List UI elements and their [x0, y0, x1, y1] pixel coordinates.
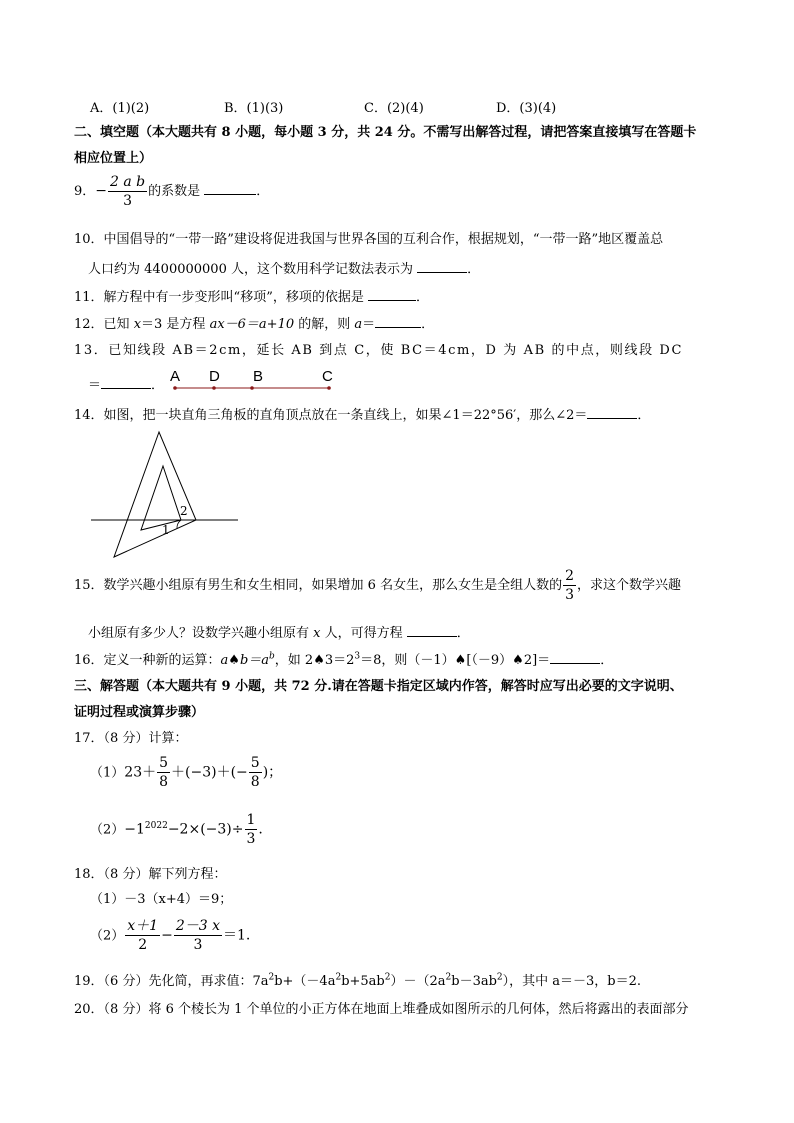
- option-d: D．(3)(4): [496, 101, 557, 116]
- q10-answer-blank[interactable]: [417, 260, 467, 273]
- question-17-part2: $(2)-1^{2022}-2\times(-3)\div$ $\frac{1}{3}$ .: [90, 812, 263, 848]
- question-17-part1: （1）23＋ $\frac{5}{8}$ ＋(−3)＋(− $\frac{5}{8}$ )；: [90, 755, 283, 791]
- q11-answer-blank[interactable]: [368, 288, 416, 301]
- section3-heading-line2: 证明过程或演算步骤）: [74, 705, 205, 720]
- point-b-label: B: [253, 368, 264, 385]
- question-12: 12．已知 x＝3 是方程 ax－6＝a+10 的解，则 a＝ ．: [74, 317, 435, 332]
- question-14: 14．如图，把一块直角三角板的直角顶点放在一条直线上，如果∠1＝22°56′，那么∠2＝ ．: [74, 408, 651, 423]
- question-18-part1: （1）－3（x+4）＝9；: [90, 892, 233, 907]
- q14-triangle-figure: [88, 430, 242, 562]
- q13-segment-figure: [164, 364, 340, 394]
- question-18-part2: （2） $\frac{x+1}{2}$ − $\frac{2-3 x}{3}$ ＝1.: [90, 918, 251, 954]
- point-c-label: C: [322, 368, 333, 385]
- q9-answer-blank[interactable]: [204, 182, 256, 195]
- question-10-line2: 人口约为 4400000000 人，这个数用科学记数法表示为 ．: [88, 262, 481, 277]
- question-10-line1: 10．中国倡导的“一带一路”建设将促进我国与世界各国的互利合作，根据规划，“一带一路”地区覆盖总: [74, 232, 664, 247]
- question-20: 20．（8 分）将 6 个棱长为 1 个单位的小正方体在地面上堆叠成如图所示的几何体，然后将露出的表面部分: [74, 1002, 689, 1017]
- point-d-label: D: [209, 368, 220, 385]
- question-15-line2: 小组原有多少人？设数学兴趣小组原有 x 人，可得方程 ．: [88, 626, 470, 641]
- option-b: B．(1)(3): [224, 101, 284, 116]
- q13-answer-blank[interactable]: [101, 376, 151, 389]
- question-13-line1: 13．已知线段 AB＝2cm，延长 AB 到点 C，使 BC＝4cm，D 为 AB 的中点，则线段 DC: [74, 343, 683, 358]
- question-11: 11．解方程中有一步变形叫“移项”，移项的依据是 ．: [74, 290, 429, 305]
- question-17-title: 17．（8 分）计算：: [74, 731, 188, 746]
- angle-2-label: 2: [180, 504, 188, 518]
- question-19: 19．（6 分）先化简，再求值：$7a^2b+(-4a^2b+5ab^2)-(2a^2b-3ab^2)$，其中 a＝－3，b＝2.: [74, 972, 642, 989]
- q16-answer-blank[interactable]: [550, 651, 600, 664]
- section2-heading-line2: 相应位置上）: [74, 151, 153, 166]
- question-18-title: 18．（8 分）解下列方程：: [74, 867, 227, 882]
- q15-answer-blank[interactable]: [407, 624, 457, 637]
- q14-answer-blank[interactable]: [587, 406, 637, 419]
- q15-fraction: $\frac{2}{3}$: [565, 568, 575, 604]
- q9-fraction: $\frac{\text{2 a b}}{3}$: [110, 174, 146, 210]
- question-15-line1: 15．数学兴趣小组原有男生和女生相同，如果增加 6 名女生，那么女生是全组人数的 $\frac{2}{3}$ ，求这个数学兴趣: [74, 568, 682, 604]
- option-c: C．(2)(4): [364, 101, 424, 116]
- section3-heading-line1: 三、解答题（本大题共有 9 小题，共 72 分.请在答题卡指定区域内作答，解答时应写出必要的文字说明、: [74, 679, 683, 694]
- option-a: A．(1)(2): [90, 101, 150, 116]
- question-9: 9．− $\frac{\text{2 a b}}{3}$ 的系数是 ．: [74, 174, 270, 210]
- q12-answer-blank[interactable]: [375, 315, 421, 328]
- section2-heading-line1: 二、填空题（本大题共有 8 小题，每小题 3 分，共 24 分。不需写出解答过程，请把答案直接填写在答题卡: [74, 125, 697, 140]
- point-a-label: A: [170, 368, 181, 385]
- question-13-line2: ＝ ．: [88, 378, 165, 393]
- angle-1-label: 1: [162, 523, 170, 537]
- question-16: 16．定义一种新的运算：$a♠b=a^b$，如 $2♠3=2^3=8$，则（－1）♠[（－9）♠2]＝ ．: [74, 651, 614, 668]
